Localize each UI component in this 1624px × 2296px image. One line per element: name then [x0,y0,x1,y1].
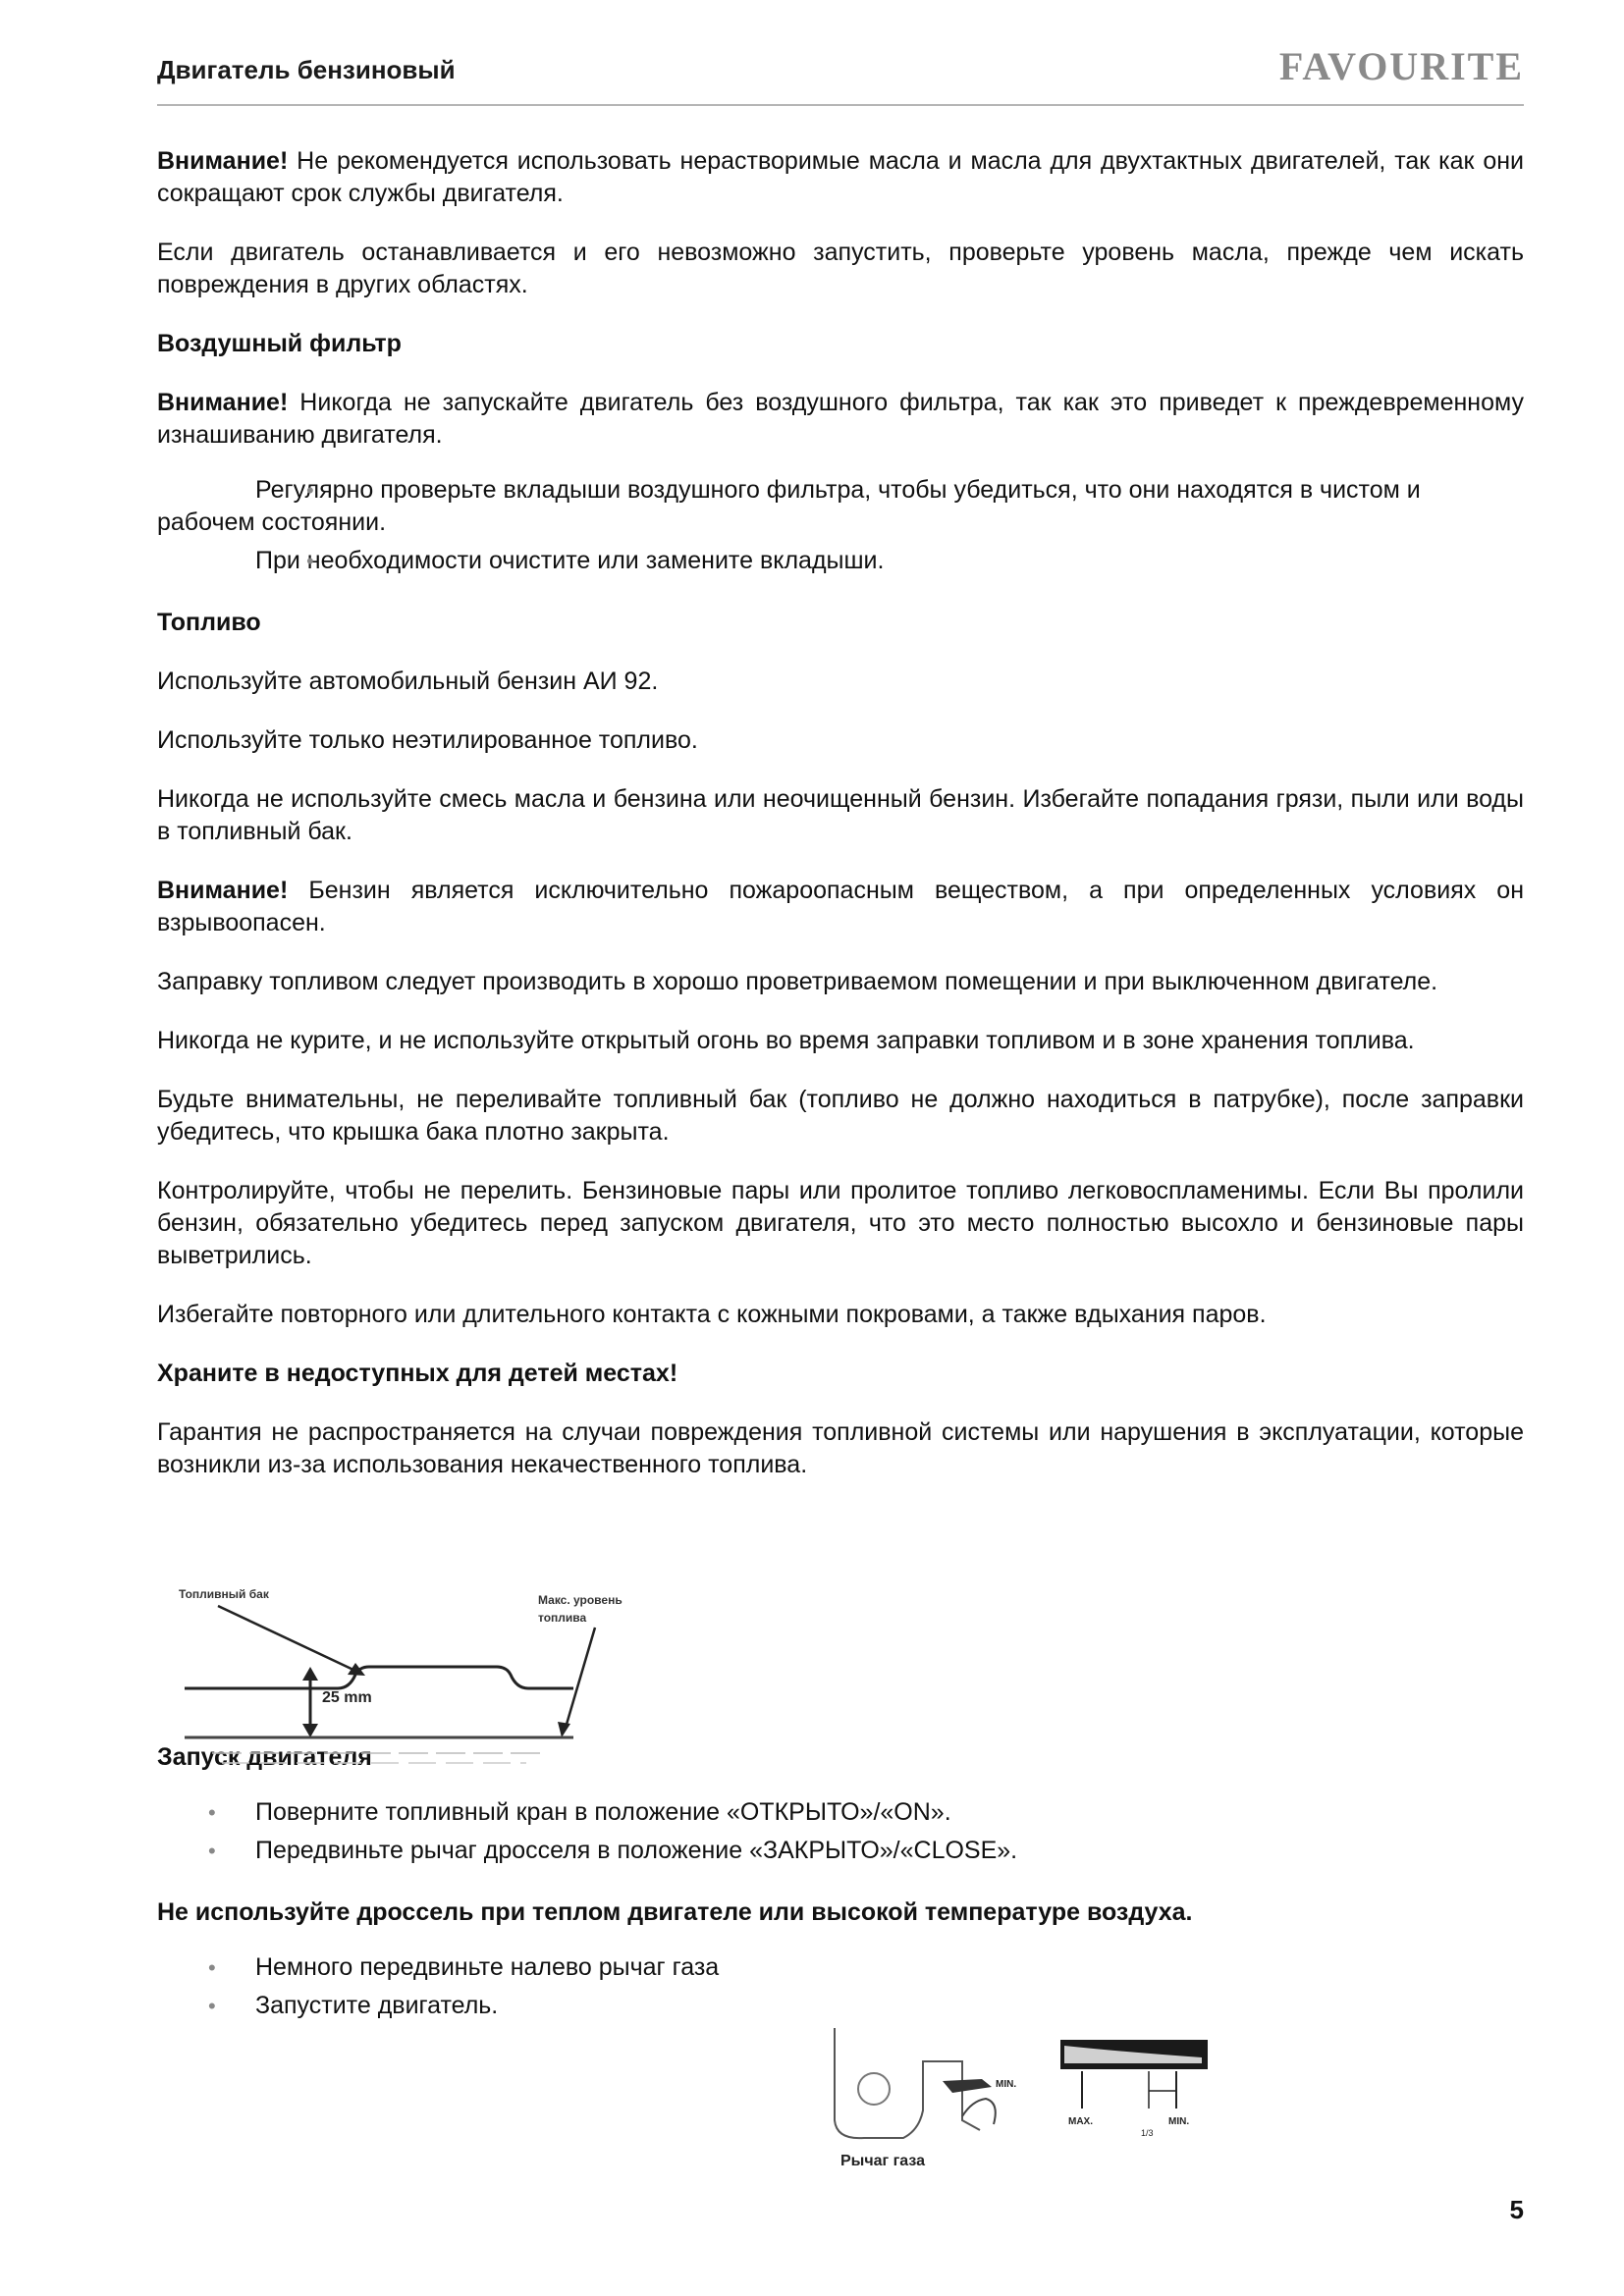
paragraph-air-filter-warning [157,387,1524,452]
throttle-caption: Рычаг газа [840,2153,926,2169]
lever-min-label: MIN. [996,2079,1017,2090]
paragraph-ventilation: Заправку топливом следует производить в хорошо проветриваемом помещении и при выключенном двигателе. [157,968,1438,995]
list-item: • Передвиньте рычаг дросселя в положение «ЗАКРЫТО»/«CLOSE». [157,1835,1524,1867]
max-level-arrow [566,1628,595,1728]
paragraph-unleaded: Используйте только неэтилированное топливо. [157,726,698,754]
warning-label: Внимание! [157,389,289,416]
paragraph-warranty: Гарантия не распространяется на случаи повреждения топливной системы или нарушения в эксплуатации, которые возникли из-за использования некачественного топлива. [157,1418,1524,1478]
paragraph-skin-contact: Избегайте повторного или длительного контакта с кожными покровами, а также вдыхания паров. [157,1301,1267,1328]
page-header-title: Двигатель бензиновый [157,55,456,84]
heading-choke-warning: Не используйте дроссель при теплом двигателе или высокой температуре воздуха. [157,1898,1193,1926]
paragraph-text: Не рекомендуется использовать нерастворимые масла и масла для двухтактных двигателей, так как они сокращают срок службы двигателя. [157,147,1524,207]
scale-fraction-label: 1/3 [1141,2128,1154,2138]
heading-children: Храните в недоступных для детей местах! [157,1360,678,1387]
brand-logo: FAVOURITE [1278,44,1524,88]
list-item: • Запустите двигатель. [157,1990,1524,2022]
warning-label: Внимание! [157,147,289,175]
engine-start-list [157,1796,1524,1867]
warning-label: Внимание! [157,877,289,904]
paragraph-no-smoking: Никогда не курите, и не используйте открытый огонь во время заправки топливом и в зоне хранения топлива. [157,1027,1415,1054]
paragraph-no-overfill: Будьте внимательны, не переливайте топливный бак (топливо не должно находиться в патрубке), после заправки убедитесь, что крышка бака плотно закрыта. [157,1086,1524,1146]
tank-arrow [218,1606,355,1671]
max-level-label-line2: топлива [538,1611,587,1625]
paragraph-oil-check: Если двигатель останавливается и его невозможно запустить, проверьте уровень масла, прежде чем искать повреждения в других областях. [157,239,1524,298]
list-item: • Регулярно проверьте вкладыши воздушного фильтра, чтобы убедиться, что они находятся в чистом и рабочем состоянии. [157,474,1524,539]
heading-engine-start: Запуск двигателя [157,1743,372,1771]
max-level-label-line1: Макс. уровень [538,1593,623,1607]
paragraph-spill: Контролируйте, чтобы не перелить. Бензиновые пары или пролитое топливо легковоспламенимы. Если Вы пролили бензин, обязательно убедитесь перед запуском двигателя, что это место полностью высохло и бензиновые пары выветрились. [157,1177,1524,1269]
list-item: • Поверните топливный кран в положение «ОТКРЫТО»/«ON». [157,1796,1524,1829]
paragraph-text: Бензин является исключительно пожароопасным веществом, а при определенных условиях он взрывоопасен. [157,877,1524,936]
paragraph-fire-warning [157,875,1524,939]
tank-profile [185,1667,573,1688]
fuel-tank-diagram [173,1580,644,1777]
dimension-arrow-bottom [302,1724,318,1737]
heading-air-filter: Воздушный фильтр [157,330,402,357]
max-level-arrow-head [558,1722,570,1737]
paragraph-no-mixture: Никогда не используйте смесь масла и бензина или неочищенный бензин. Избегайте попадания грязи, пыли или воды в топливный бак. [157,785,1524,845]
scale-min-label: MIN. [1168,2116,1190,2127]
heading-fuel: Топливо [157,609,261,636]
fuel-tank-label: Топливный бак [179,1587,269,1601]
paragraph-oil-warning [157,145,1524,210]
engine-detail [858,2073,890,2105]
throttle-diagram [825,2022,1218,2169]
scale-max-label: MAX. [1068,2116,1093,2127]
paragraph-fuel-type: Используйте автомобильный бензин АИ 92. [157,667,659,695]
dimension-arrow-top [302,1667,318,1681]
dimension-label: 25 mm [322,1689,372,1706]
list-item: • Немного передвиньте налево рычаг газа [157,1951,1524,1984]
header-divider [157,104,1524,106]
air-filter-list [157,474,1524,577]
paragraph-text: Никогда не запускайте двигатель без воздушного фильтра, так как это приведет к преждевременному изнашиванию двигателя. [157,389,1524,449]
lever-hand [962,2099,996,2124]
throttle-lever [943,2079,992,2093]
throttle-list [157,1951,1524,2022]
list-item: • При необходимости очистите или замените вкладыши. [157,545,1524,577]
page-number: 5 [1509,2195,1524,2224]
